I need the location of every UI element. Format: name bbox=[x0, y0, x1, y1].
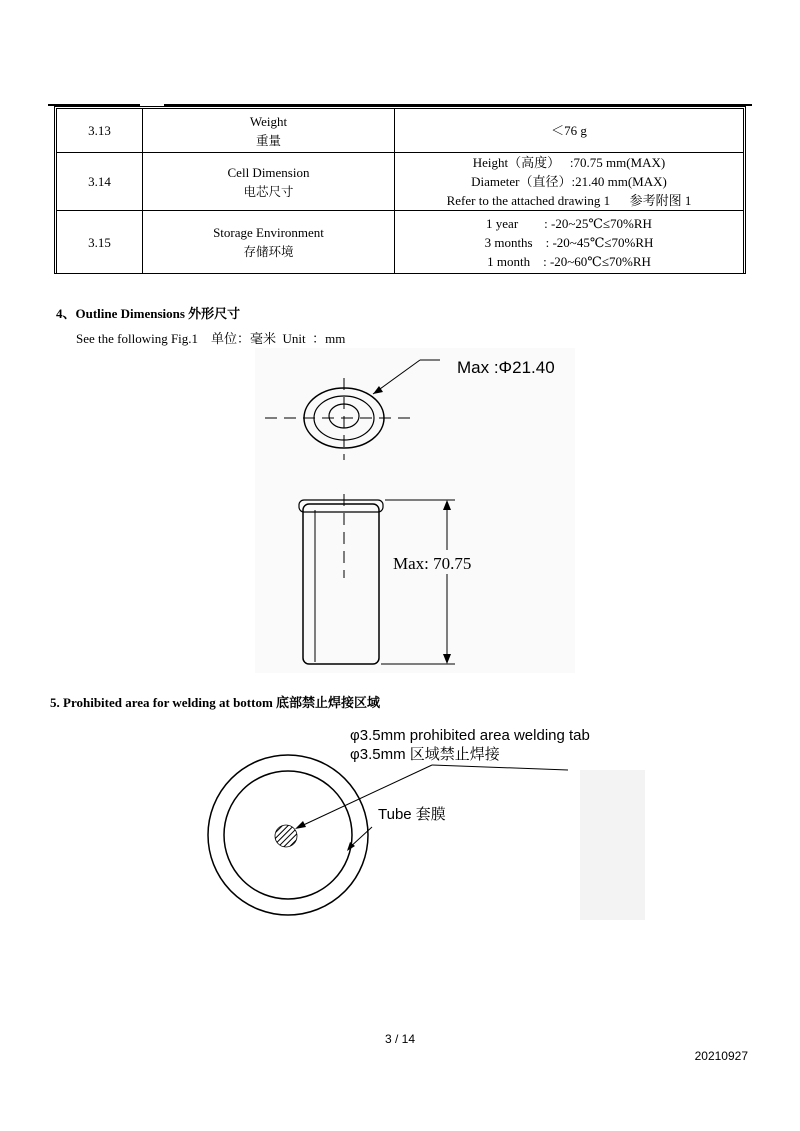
item-cn: 电芯尺寸 bbox=[243, 183, 294, 199]
item-en: Storage Environment bbox=[213, 225, 324, 240]
figure-shadow bbox=[580, 770, 645, 920]
table-row bbox=[57, 211, 744, 274]
value-line: 1 year : -20~25℃≤70%RH bbox=[486, 215, 652, 231]
value-line: ＜76 g bbox=[551, 123, 587, 138]
value-line: 3 months : -20~45℃≤70%RH bbox=[484, 234, 654, 250]
outline-dimensions-figure bbox=[255, 348, 575, 673]
item-en: Cell Dimension bbox=[227, 164, 310, 180]
row-number: 3.13 bbox=[57, 109, 143, 153]
prohibited-leader-tail bbox=[432, 765, 568, 770]
row-item bbox=[143, 153, 395, 211]
spec-table bbox=[56, 108, 744, 274]
prohibited-label-cn: φ3.5mm 区域禁止焊接 bbox=[350, 746, 500, 763]
row-item bbox=[143, 211, 395, 274]
item-en: Weight bbox=[249, 113, 288, 129]
value-line: Diameter（直径）:21.40 mm(MAX) bbox=[471, 174, 667, 189]
value-line: Height（高度） :70.75 mm(MAX) bbox=[472, 155, 666, 170]
table-row bbox=[57, 109, 744, 153]
table-row bbox=[57, 153, 744, 211]
row-number: 3.14 bbox=[57, 153, 143, 211]
section5-title: 5. Prohibited area for welding at bottom 底部禁止焊接区域 bbox=[50, 695, 381, 710]
item-cn: 重量 bbox=[255, 132, 281, 148]
section4-subtitle: See the following Fig.1 单位：毫米 Unit ：mm bbox=[76, 331, 346, 346]
row-value bbox=[395, 153, 744, 211]
welding-area-figure bbox=[200, 715, 650, 920]
value-line: 1 month : -20~60℃≤70%RH bbox=[487, 253, 651, 269]
prohibited-label-en: φ3.5mm prohibited area welding tab bbox=[350, 727, 590, 744]
row-item bbox=[143, 109, 395, 153]
row-number: 3.15 bbox=[57, 211, 143, 274]
value-line: Refer to the attached drawing 1 参考附图 1 bbox=[446, 193, 692, 208]
diameter-label: Max :Φ21.40 bbox=[457, 358, 555, 377]
row-value bbox=[395, 211, 744, 274]
section4-title: 4、Outline Dimensions 外形尺寸 bbox=[56, 306, 241, 321]
item-cn: 存储环境 bbox=[243, 244, 294, 259]
tube-label: Tube 套膜 bbox=[378, 806, 446, 823]
height-label: Max: 70.75 bbox=[393, 554, 472, 573]
prohibited-area bbox=[275, 825, 297, 847]
page-number: 3 / 14 bbox=[384, 1032, 416, 1046]
document-date: 20210927 bbox=[694, 1049, 748, 1063]
row-value bbox=[395, 109, 744, 153]
header-rule-gap bbox=[140, 103, 164, 107]
